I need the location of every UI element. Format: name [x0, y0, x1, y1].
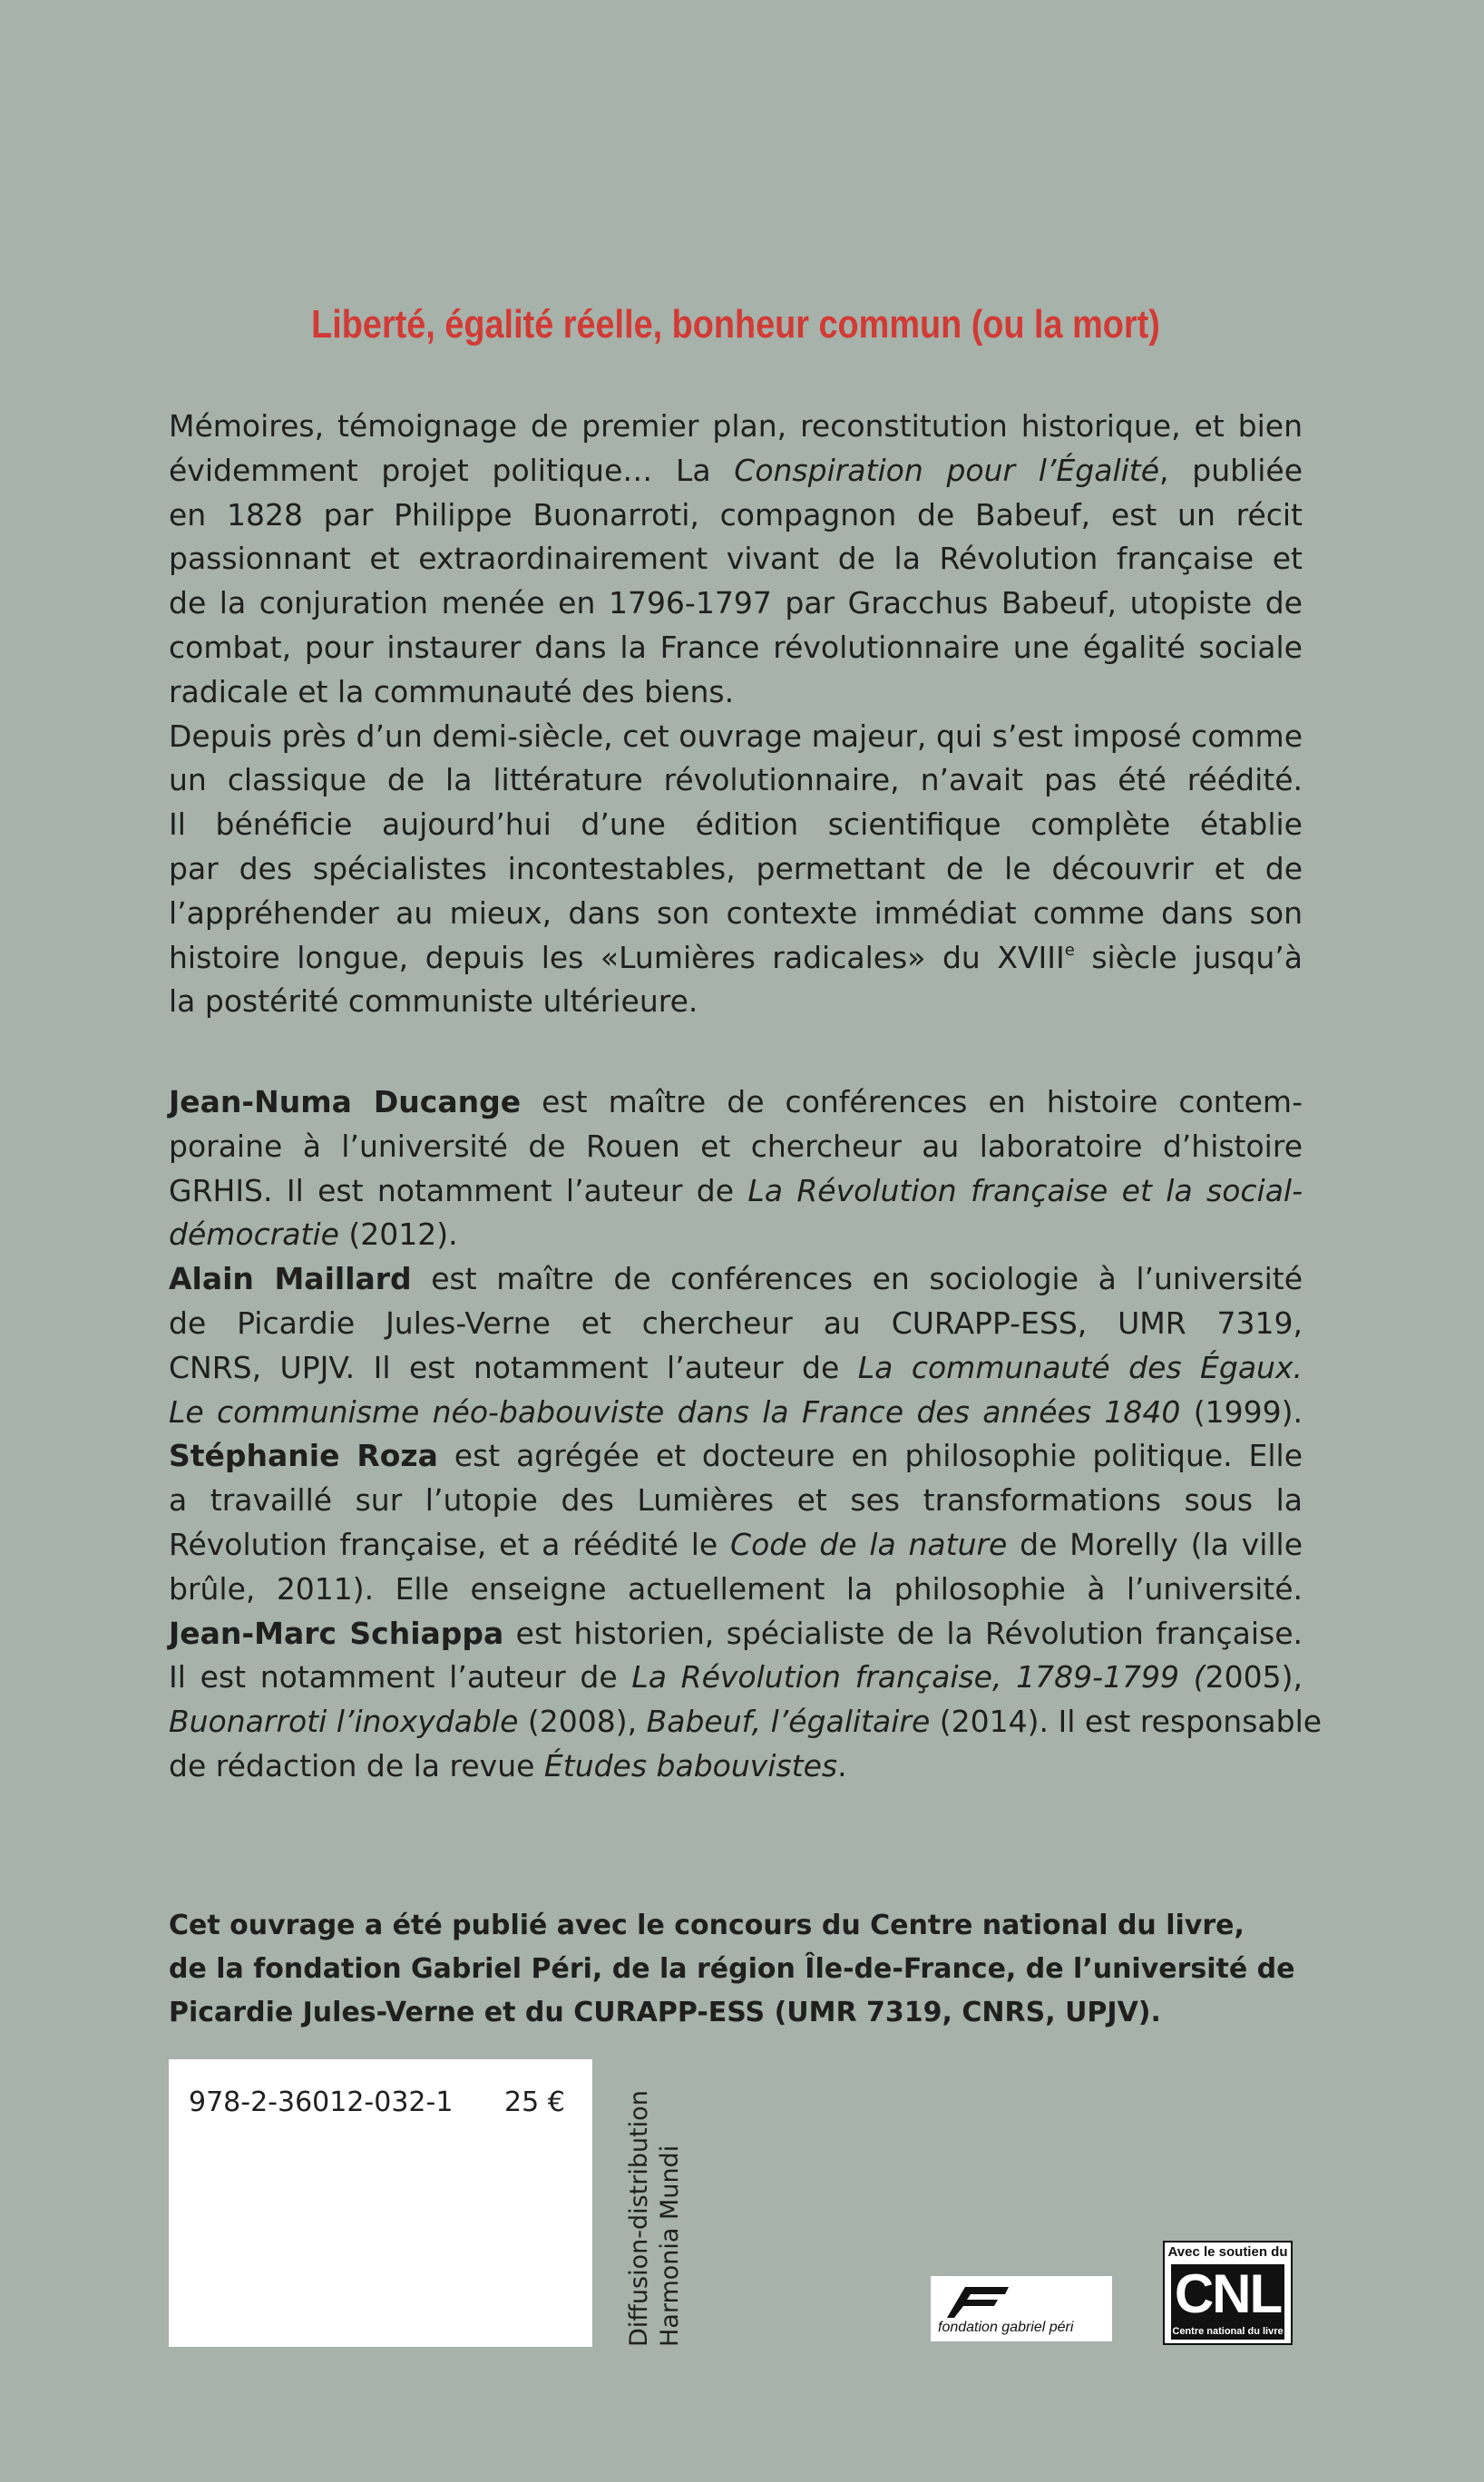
distribution-label: [624, 2090, 686, 2347]
author-name: Alain Maillard: [169, 1261, 412, 1297]
bio-line: Buonarroti l’inoxydable (2008), Babeuf, l’égalitaire (2014). Il est responsable: [169, 1704, 1323, 1740]
bio-line: Jean-Numa Ducange est maître de conférences en histoire contem-: [169, 1084, 1303, 1119]
author-name: Jean-Marc Schiappa: [169, 1615, 504, 1651]
cnl-letters: CNL: [1174, 2263, 1282, 2324]
description-line: radicale et la communauté des biens.: [169, 673, 735, 709]
credit-line: Picardie Jules-Verne et du CURAPP-ESS (UMR 7319, CNRS, UPJV).: [169, 1997, 1161, 2028]
bio-line: démocratie (2012).: [169, 1217, 458, 1253]
barcode-box: [169, 2059, 592, 2347]
description-line: l’appréhender au mieux, dans son contexte immédiat comme dans son: [169, 894, 1303, 931]
credit-line: de la fondation Gabriel Péri, de la région Île-de-France, de l’université de: [169, 1953, 1295, 1985]
credit-line: Cet ouvrage a été publié avec le concours du Centre national du livre,: [169, 1910, 1245, 1941]
bio-line: GRHIS. Il est notamment l’auteur de La Révolution française et la social-: [169, 1172, 1303, 1208]
cnl-logo: [1163, 2241, 1293, 2345]
bio-line: de Picardie Jules-Verne et chercheur au CURAPP-ESS, UMR 7319,: [169, 1305, 1303, 1341]
distribution-line: Harmonia Mundi: [656, 2145, 684, 2347]
description-line: en 1828 par Philippe Buonarroti, compagnon de Babeuf, est un récit: [169, 496, 1303, 533]
description-line: Il bénéficie aujourd’hui d’une édition scientifique complète établie: [169, 806, 1303, 843]
bio-line: Alain Maillard est maître de conférences en sociologie à l’université: [169, 1261, 1303, 1297]
distribution-line: Diffusion-distribution: [625, 2090, 653, 2347]
description-line: histoire longue, depuis les «Lumières radicales» du XVIIIe siècle jusqu’à: [169, 939, 1303, 975]
bio-line: Il est notamment l’auteur de La Révolution française, 1789-1799 (2005),: [169, 1659, 1303, 1695]
price-label: 25 €: [504, 2086, 565, 2118]
gabriel-peri-logo: [931, 2276, 1112, 2341]
author-name: Jean-Numa Ducange: [169, 1084, 522, 1119]
bio-line: a travaillé sur l’utopie des Lumières et ses transformations sous la: [169, 1482, 1303, 1519]
description-line: par des spécialistes incontestables, permettant de le découvrir et de: [169, 850, 1303, 886]
description-line: de la conjuration menée en 1796-1797 par Gracchus Babeuf, utopiste de: [169, 585, 1303, 621]
description-line: Mémoires, témoignage de premier plan, reconstitution historique, et bien: [169, 408, 1303, 444]
funding-credit: [169, 1904, 1303, 2035]
author-bios: [169, 1080, 1323, 1789]
bio-line: Le communisme néo-babouviste dans la France des années 1840 (1999).: [169, 1393, 1303, 1430]
description-line: passionnant et extraordinairement vivant de la Révolution française et: [169, 541, 1303, 577]
book-title-italic: Conspiration pour l’Égalité: [734, 452, 1160, 488]
book-description: [169, 405, 1303, 1024]
bio-line: Révolution française, et a réédité le Code de la nature de Morelly (la ville: [169, 1526, 1303, 1562]
description-line: un classique de la littérature révolutionnaire, n’avait pas été réédité.: [169, 762, 1303, 798]
description-line: la postérité communiste ultérieure.: [169, 983, 698, 1020]
bio-line: Stéphanie Roza est agrégée et docteure en philosophie politique. Elle: [169, 1438, 1303, 1474]
gabriel-peri-mark-icon: [938, 2282, 1010, 2323]
description-line: combat, pour instaurer dans la France révolutionnaire une égalité sociale: [169, 629, 1303, 665]
description-line: Depuis près d’un demi-siècle, cet ouvrage majeur, qui s’est imposé comme: [169, 718, 1303, 754]
bio-line: Jean-Marc Schiappa est historien, spécialiste de la Révolution française.: [169, 1615, 1303, 1651]
cnl-support-text: Avec le soutien du: [1167, 2244, 1288, 2260]
gabriel-peri-wordmark: fondation gabriel péri: [938, 2320, 1074, 2335]
author-name: Stéphanie Roza: [169, 1438, 438, 1474]
bio-line: poraine à l’université de Rouen et chercheur au laboratoire d’histoire: [169, 1128, 1303, 1164]
cnl-subtitle: Centre national du livre: [1172, 2326, 1284, 2337]
cover-headline: Liberté, égalité réelle, bonheur commun (ou la mort): [311, 302, 1160, 347]
description-line: évidemment projet politique… La Conspiration pour l’Égalité, publiée: [169, 452, 1303, 488]
cnl-emblem: [1171, 2264, 1284, 2340]
isbn-number: 978-2-36012-032-1: [189, 2086, 454, 2118]
bio-line: CNRS, UPJV. Il est notamment l’auteur de La communauté des Égaux.: [169, 1349, 1303, 1385]
bio-line: brûle, 2011). Elle enseigne actuellement la philosophie à l’université.: [169, 1570, 1303, 1607]
bio-line: de rédaction de la revue Études babouvistes.: [169, 1747, 847, 1783]
